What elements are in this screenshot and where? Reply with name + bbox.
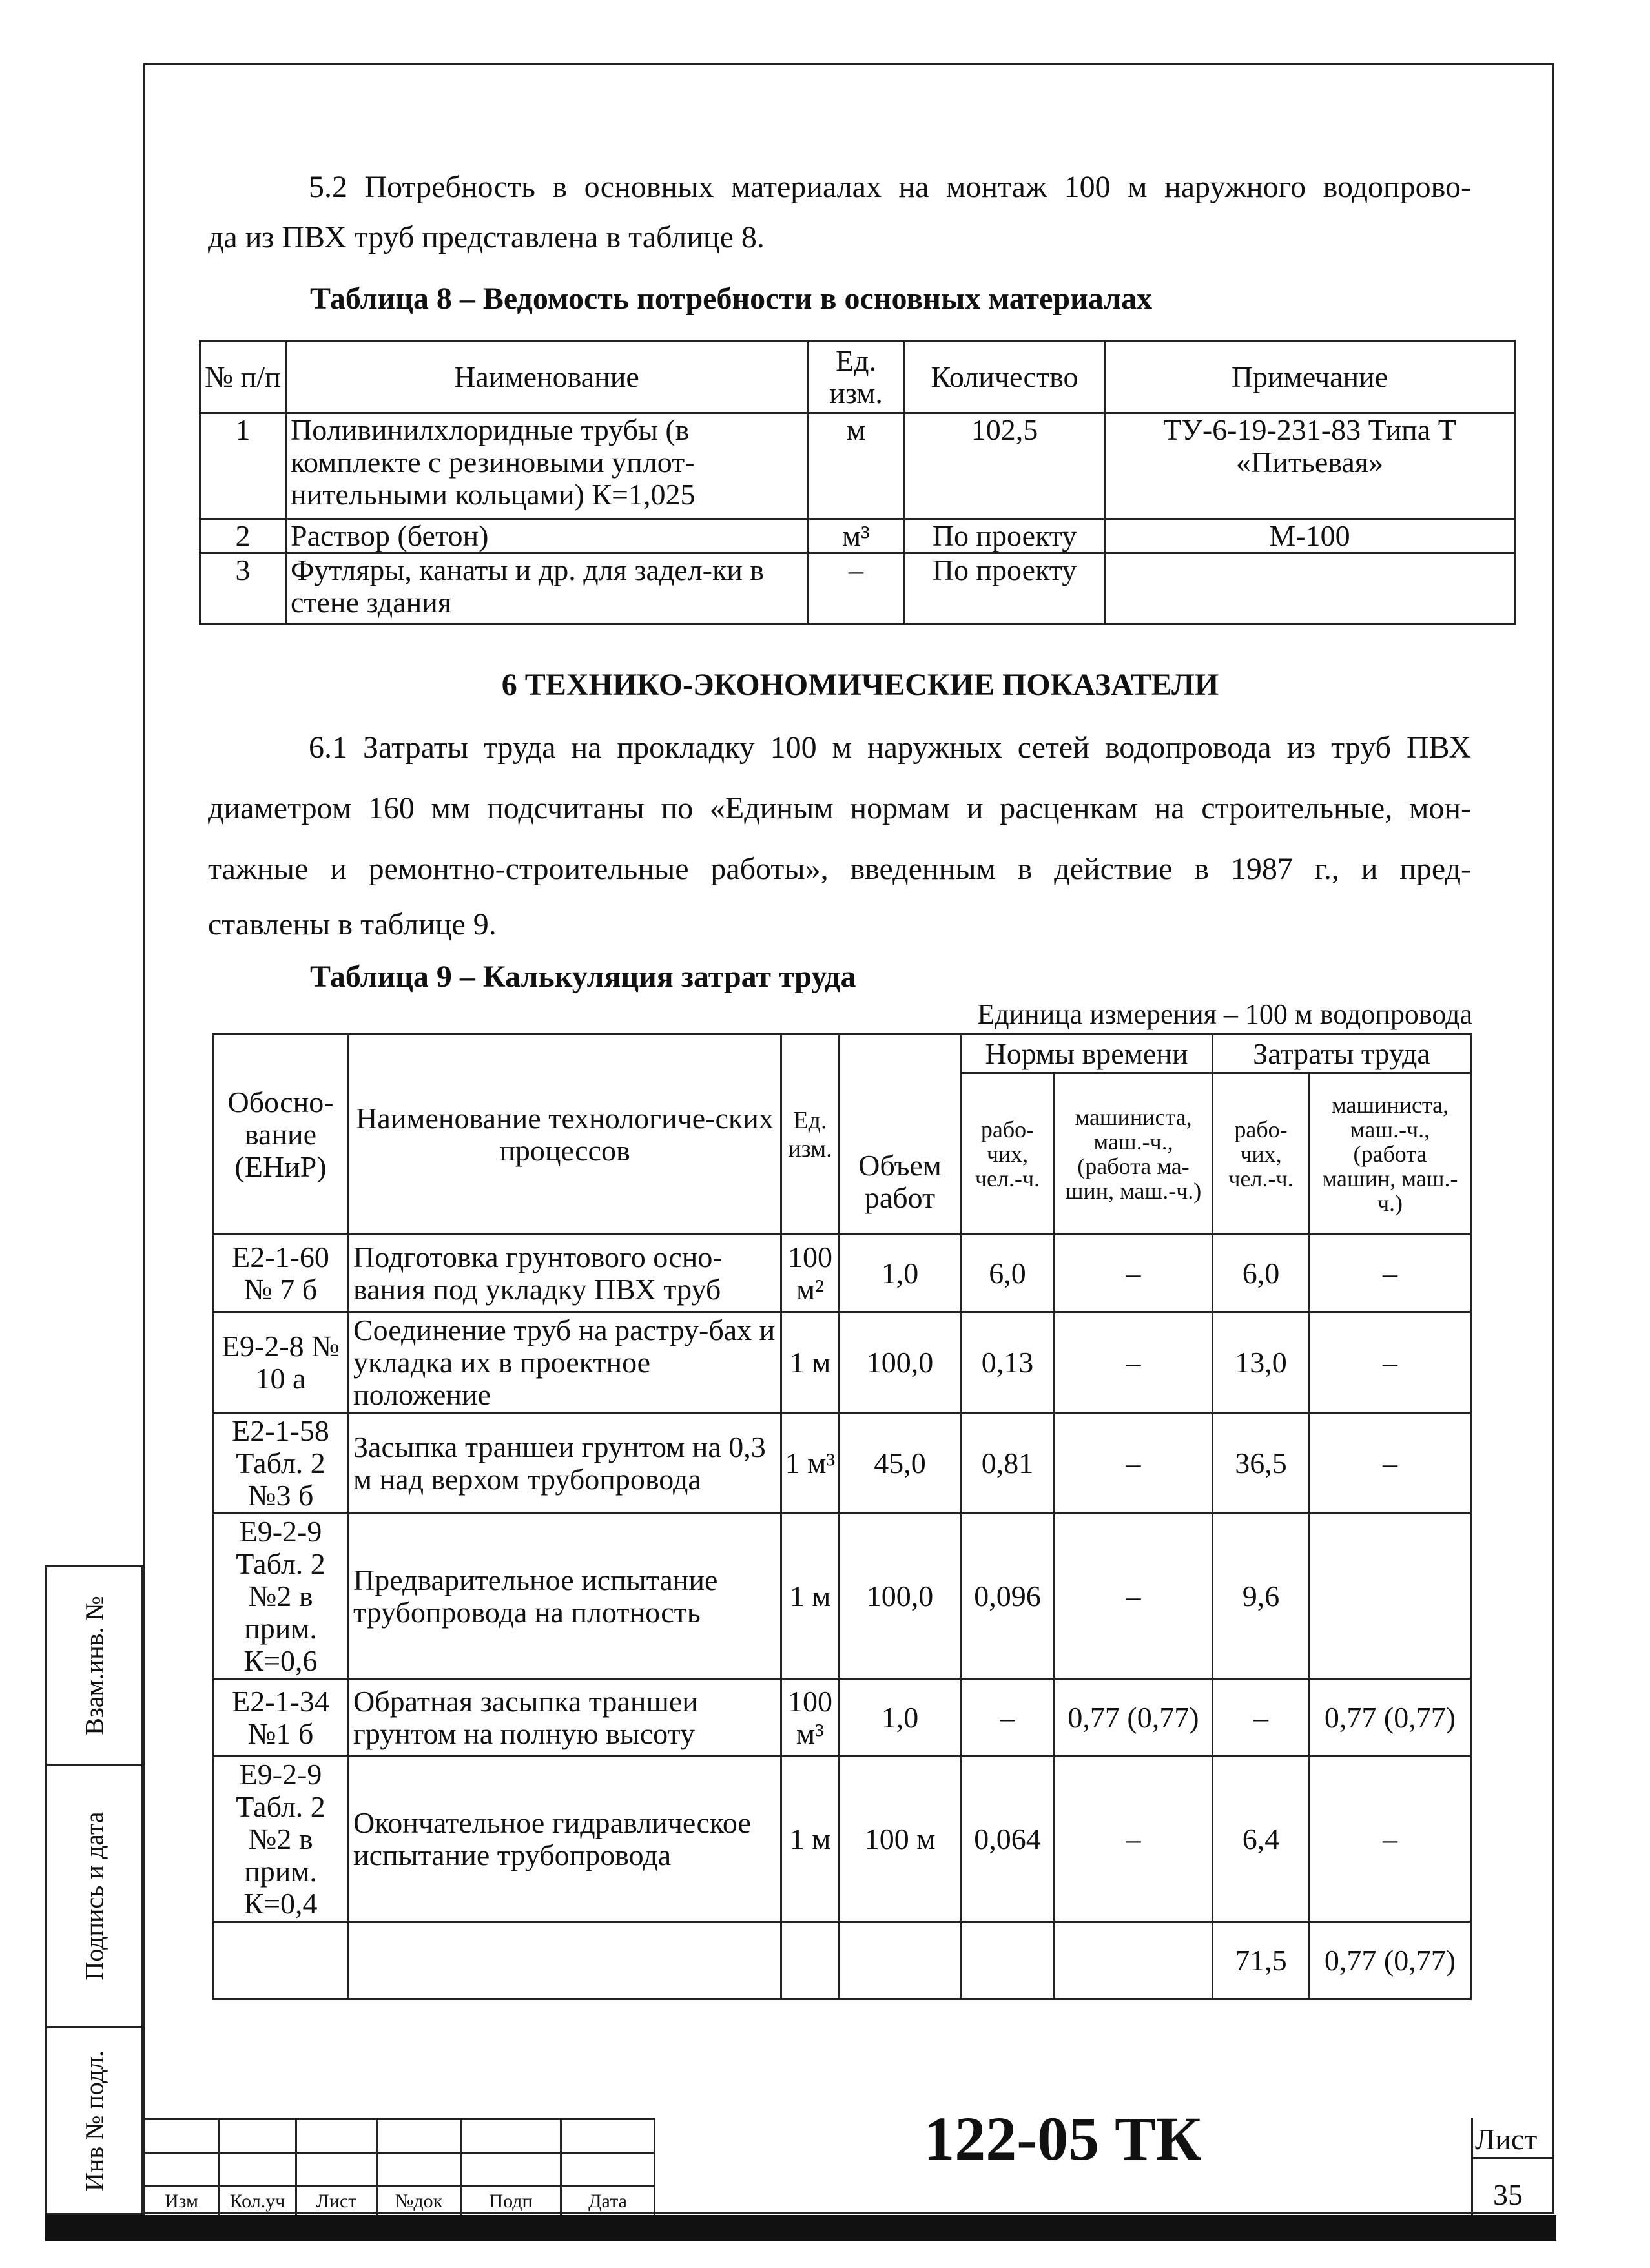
cell-unit: 1 м (781, 1757, 840, 1922)
title-block-grid (143, 2118, 655, 2217)
section-6-line-3: тажные и ремонтно-строительные работы», введенным в действие в 1987 г., и пред- (208, 852, 1471, 886)
table-row (200, 519, 1515, 553)
col-volume-header: Объем работ (840, 1035, 961, 1235)
cell-cost-workers: 36,5 (1213, 1413, 1310, 1514)
cell-basis: Е9-2-9 Табл. 2 №2 в прим. К=0,6 (213, 1514, 349, 1679)
cell-cost-machinist: 0,77 (0,77) (1310, 1679, 1471, 1757)
cell-note: ТУ-6-19-231-83 Типа Т «Питьевая» (1105, 413, 1515, 519)
col-norm-workers-header: рабо-чих, чел.-ч. (961, 1073, 1055, 1235)
cell-note (1105, 553, 1515, 624)
cell-name: Раствор (бетон) (286, 519, 808, 553)
cell-unit: 1 м (781, 1514, 840, 1679)
cell-process: Подготовка грунтового осно-вания под укладку ПВХ труб (349, 1235, 781, 1312)
table-row (213, 1312, 1471, 1413)
cell-process: Обратная засыпка траншеи грунтом на полную высоту (349, 1679, 781, 1757)
col-note-header: Примечание (1105, 341, 1515, 413)
cell-norm-workers: 0,096 (961, 1514, 1055, 1679)
cell-norm-machinist: – (1055, 1235, 1213, 1312)
tb-col-ndok: №док (377, 2187, 461, 2216)
cell-cost-workers: 6,4 (1213, 1757, 1310, 1922)
cell-unit: – (808, 553, 905, 624)
cell-unit: 1 м (781, 1312, 840, 1413)
bottom-border-bar (45, 2215, 1556, 2241)
tb-col-list: Лист (296, 2187, 377, 2216)
cell-num: 2 (200, 519, 286, 553)
tb-col-podp: Подп (461, 2187, 561, 2216)
cell-volume: 1,0 (840, 1679, 961, 1757)
materials-table (199, 340, 1516, 625)
cell-basis: Е2-1-34 №1 б (213, 1679, 349, 1757)
stamp-sign-date-label: Подпись и дата (79, 1811, 109, 1981)
costs-header: Затраты труда (1213, 1035, 1471, 1073)
cell-norm-workers: – (961, 1679, 1055, 1757)
col-cost-workers-header: рабо-чих, чел.-ч. (1213, 1073, 1310, 1235)
stamp-inv-replace (45, 1565, 143, 1766)
table-9-unit-note: Единица измерения – 100 м водопровода (977, 998, 1472, 1030)
cell-cost-workers: 6,0 (1213, 1235, 1310, 1312)
cell-cost-machinist: – (1310, 1235, 1471, 1312)
cell-note: М-100 (1105, 519, 1515, 553)
labor-cost-table (212, 1033, 1472, 2000)
cell-unit: м (808, 413, 905, 519)
section-6-line-2: диаметром 160 мм подсчитаны по «Единым нормам и расценкам на строительные, мон- (208, 791, 1471, 825)
cell-unit: 100 м³ (781, 1679, 840, 1757)
cell-num: 1 (200, 413, 286, 519)
table-row (213, 1679, 1471, 1757)
table-row (213, 1235, 1471, 1312)
document-code: 122-05 ТК (923, 2104, 1201, 2173)
cell-volume: 1,0 (840, 1235, 961, 1312)
norms-header: Нормы времени (961, 1035, 1213, 1073)
cell-total-machinist: 0,77 (0,77) (1310, 1922, 1471, 1999)
table-row (213, 1757, 1471, 1922)
cell-process: Окончательное гидравлическое испытание трубопровода (349, 1757, 781, 1922)
cell-volume: 100 м (840, 1757, 961, 1922)
col-name-header: Наименование (286, 341, 808, 413)
tb-col-data: Дата (561, 2187, 655, 2216)
cell-norm-machinist: – (1055, 1757, 1213, 1922)
section-6-line-1: 6.1 Затраты труда на прокладку 100 м наружных сетей водопровода из труб ПВХ (309, 730, 1471, 765)
table-row (200, 553, 1515, 624)
cell-cost-machinist: – (1310, 1757, 1471, 1922)
cell-basis: Е2-1-58 Табл. 2 №3 б (213, 1413, 349, 1514)
col-unit-header: Ед. изм. (808, 341, 905, 413)
col-num-header: № п/п (200, 341, 286, 413)
tb-col-izm: Изм (145, 2187, 219, 2216)
cell-volume: 45,0 (840, 1413, 961, 1514)
col-basis-header: Обосно-вание (ЕНиР) (213, 1035, 349, 1235)
cell-cost-workers: 13,0 (1213, 1312, 1310, 1413)
cell-cost-machinist (1310, 1514, 1471, 1679)
col-process-header: Наименование технологиче-ских процессов (349, 1035, 781, 1235)
col-unit-header: Ед. изм. (781, 1035, 840, 1235)
section-5-2-line-1: 5.2 Потребность в основных материалах на монтаж 100 м наружного водопрово- (309, 170, 1471, 204)
table-8-caption: Таблица 8 – Ведомость потребности в основных материалах (310, 282, 1153, 316)
cell-cost-machinist: – (1310, 1312, 1471, 1413)
sheet-number: 35 (1493, 2178, 1523, 2211)
cell-norm-machinist: 0,77 (0,77) (1055, 1679, 1213, 1757)
cell-unit: 100 м² (781, 1235, 840, 1312)
cell-norm-machinist: – (1055, 1413, 1213, 1514)
cell-name: Поливинилхлоридные трубы (в комплекте с резиновыми уплот-нительными кольцами) К=1,025 (286, 413, 808, 519)
cell-process: Засыпка траншеи грунтом на 0,3 м над верхом трубопровода (349, 1413, 781, 1514)
cell-qty: 102,5 (905, 413, 1105, 519)
table-row (200, 413, 1515, 519)
cell-basis: Е9-2-9 Табл. 2 №2 в прим. К=0,4 (213, 1757, 349, 1922)
col-norm-machinist-header: машиниста, маш.-ч., (работа ма-шин, маш.-ч.) (1055, 1073, 1213, 1235)
stamp-sign-date (45, 1764, 143, 2028)
cell-cost-workers: – (1213, 1679, 1310, 1757)
cell-total-workers: 71,5 (1213, 1922, 1310, 1999)
table-total-row (213, 1922, 1471, 1999)
cell-norm-machinist: – (1055, 1312, 1213, 1413)
section-6-line-4: ставлены в таблице 9. (208, 907, 497, 942)
table-9-caption: Таблица 9 – Калькуляция затрат труда (310, 960, 856, 994)
tb-col-kol-uch: Кол.уч (219, 2187, 296, 2216)
stamp-inv-replace-label: Взам.инв. № (79, 1596, 109, 1735)
stamp-inv-orig-label: Инв № подл. (79, 2050, 109, 2191)
cell-qty: По проекту (905, 553, 1105, 624)
cell-norm-workers: 0,81 (961, 1413, 1055, 1514)
cell-norm-workers: 0,064 (961, 1757, 1055, 1922)
sheet-label: Лист (1475, 2123, 1538, 2156)
cell-norm-workers: 0,13 (961, 1312, 1055, 1413)
cell-cost-workers: 9,6 (1213, 1514, 1310, 1679)
cell-cost-machinist: – (1310, 1413, 1471, 1514)
cell-volume: 100,0 (840, 1312, 961, 1413)
cell-basis: Е2-1-60 № 7 б (213, 1235, 349, 1312)
cell-unit: м³ (808, 519, 905, 553)
cell-basis: Е9-2-8 № 10 а (213, 1312, 349, 1413)
section-5-2-line-2: да из ПВХ труб представлена в таблице 8. (208, 220, 765, 254)
section-6-heading: 6 ТЕХНИКО-ЭКОНОМИЧЕСКИЕ ПОКАЗАТЕЛИ (501, 668, 1219, 702)
stamp-inv-orig (45, 2026, 143, 2215)
col-qty-header: Количество (905, 341, 1105, 413)
table-row (213, 1514, 1471, 1679)
cell-num: 3 (200, 553, 286, 624)
cell-process: Соединение труб на растру-бах и укладка их в проектное положение (349, 1312, 781, 1413)
cell-norm-machinist: – (1055, 1514, 1213, 1679)
cell-process: Предварительное испытание трубопровода на плотность (349, 1514, 781, 1679)
cell-norm-workers: 6,0 (961, 1235, 1055, 1312)
table-row (213, 1413, 1471, 1514)
cell-volume: 100,0 (840, 1514, 961, 1679)
cell-unit: 1 м³ (781, 1413, 840, 1514)
cell-qty: По проекту (905, 519, 1105, 553)
col-cost-machinist-header: машиниста, маш.-ч., (работа машин, маш.-ч.) (1310, 1073, 1471, 1235)
cell-name: Футляры, канаты и др. для задел-ки в стене здания (286, 553, 808, 624)
